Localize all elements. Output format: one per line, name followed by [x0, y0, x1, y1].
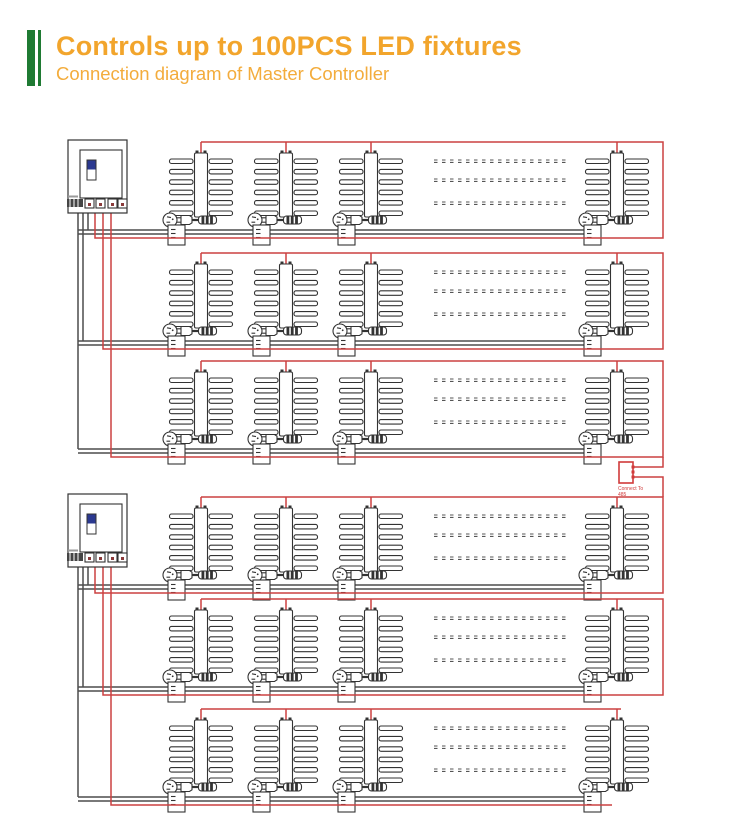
- signal-splitter: [618, 457, 663, 498]
- master-controller-1: [67, 140, 127, 213]
- page-title: Controls up to 100PCS LED fixtures: [56, 31, 522, 61]
- fixture-row-3: [78, 361, 649, 464]
- splitter-label-line2: 485: [618, 492, 627, 498]
- fixture-row-5: [78, 599, 649, 702]
- splitter-port: [632, 476, 635, 479]
- fixture-row-4: [78, 497, 649, 600]
- splitter-uplink-wire: [633, 457, 663, 467]
- splitter-label-line1: Connect To: [618, 486, 644, 492]
- power-feed-wires-top-group: [78, 207, 88, 449]
- power-feed-wires-bottom-group: [78, 561, 88, 797]
- fixture-row-2: [78, 253, 649, 356]
- page-subtitle: Connection diagram of Master Controller: [56, 63, 390, 84]
- fixture-row-6: [78, 709, 649, 812]
- master-controller-2: [67, 494, 127, 567]
- fixture-row-1: [78, 142, 649, 245]
- splitter-box: [619, 462, 633, 483]
- splitter-port: [632, 466, 635, 469]
- splitter-port: [632, 471, 635, 474]
